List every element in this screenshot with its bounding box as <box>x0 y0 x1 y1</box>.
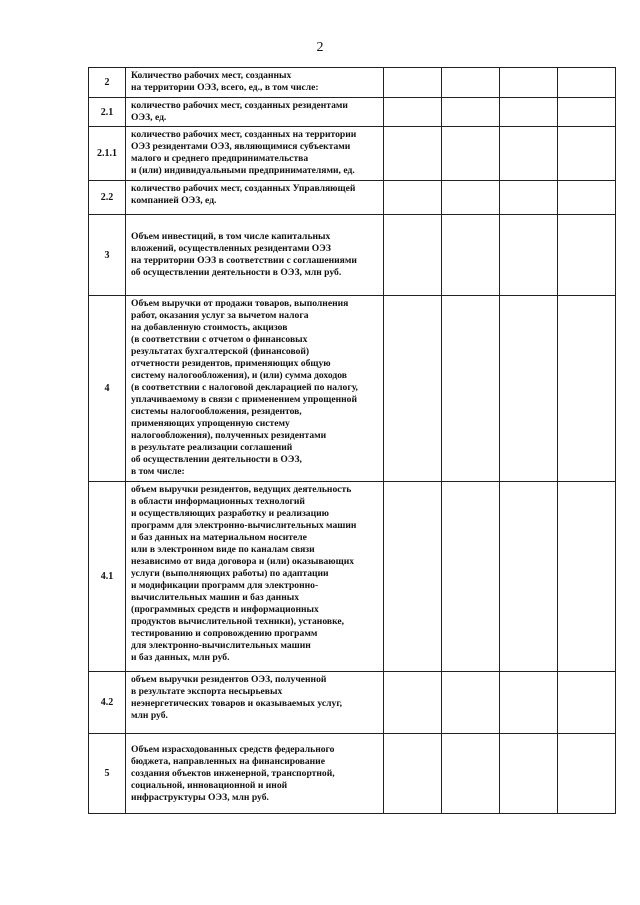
empty-value-cell <box>442 296 500 482</box>
empty-value-cell <box>558 734 616 814</box>
indicator-description: Объем инвестиций, в том числе капитальных вложений, осуществленных резидентами ОЭЗ на территории ОЭЗ в соответствии с соглашениями об осуществлении деятельности в ОЭЗ, млн руб. <box>126 215 384 296</box>
empty-value-cell <box>384 127 442 181</box>
empty-value-cell <box>442 181 500 215</box>
empty-value-cell <box>442 734 500 814</box>
row-number: 3 <box>89 215 126 296</box>
empty-value-cell <box>558 127 616 181</box>
empty-value-cell <box>384 181 442 215</box>
empty-value-cell <box>384 68 442 98</box>
row-number: 2.2 <box>89 181 126 215</box>
indicator-description: количество рабочих мест, созданных резидентами ОЭЗ, ед. <box>126 98 384 127</box>
empty-value-cell <box>500 672 558 734</box>
table-row <box>89 215 616 296</box>
empty-value-cell <box>558 482 616 672</box>
indicator-description: Объем выручки от продажи товаров, выполнения работ, оказания услуг за вычетом налога на добавленную стоимость, акцизов (в соответствии с отчетом о финансовых результатах бухгалтерской (финансовой) отчетности резидентов, применяющих общую систему налогообложения), и (или) сумма доходов (в соответствии с налоговой декларацией по налогу, уплачиваемому в связи с применением упрощенной системы налогообложения, резидентов, применяющих упрощенную систему налогообложения), полученных резидентами в результате реализации соглашений об осуществлении деятельности в ОЭЗ, в том числе: <box>126 296 384 482</box>
indicator-description: Объем израсходованных средств федерального бюджета, направленных на финансирование создания объектов инженерной, транспортной, социальной, инновационной и иной инфраструктуры ОЭЗ, млн руб. <box>126 734 384 814</box>
empty-value-cell <box>500 296 558 482</box>
table-row <box>89 68 616 98</box>
empty-value-cell <box>384 296 442 482</box>
indicator-description: объем выручки резидентов, ведущих деятельность в области информационных технологий и осуществляющих разработку и реализацию программ для электронно-вычислительных машин и баз данных на материальном носителе или в электронном виде по каналам связи независимо от вида договора и (или) оказывающих услуги (выполняющих работы) по адаптации и модификации программ для электронно- вычислительных машин и баз данных (программных средств и информационных продуктов вычислительной техники), установке, тестированию и сопровождению программ для электронно-вычислительных машин и баз данных, млн руб. <box>126 482 384 672</box>
empty-value-cell <box>500 98 558 127</box>
empty-value-cell <box>442 98 500 127</box>
indicator-description: количество рабочих мест, созданных на территории ОЭЗ резидентами ОЭЗ, являющимися субъектами малого и среднего предпринимательства и (или) индивидуальными предпринимателями, ед. <box>126 127 384 181</box>
empty-value-cell <box>384 215 442 296</box>
row-number: 4 <box>89 296 126 482</box>
table-row <box>89 181 616 215</box>
empty-value-cell <box>558 215 616 296</box>
row-number: 2.1 <box>89 98 126 127</box>
empty-value-cell <box>558 98 616 127</box>
table-row <box>89 482 616 672</box>
empty-value-cell <box>558 296 616 482</box>
row-number: 5 <box>89 734 126 814</box>
empty-value-cell <box>442 68 500 98</box>
row-number: 4.1 <box>89 482 126 672</box>
empty-value-cell <box>500 181 558 215</box>
empty-value-cell <box>500 482 558 672</box>
empty-value-cell <box>558 68 616 98</box>
empty-value-cell <box>500 215 558 296</box>
empty-value-cell <box>500 127 558 181</box>
table-row <box>89 734 616 814</box>
empty-value-cell <box>558 181 616 215</box>
empty-value-cell <box>442 672 500 734</box>
empty-value-cell <box>442 482 500 672</box>
row-number: 2.1.1 <box>89 127 126 181</box>
empty-value-cell <box>384 672 442 734</box>
empty-value-cell <box>442 127 500 181</box>
indicators-table <box>88 67 616 814</box>
indicator-description: Количество рабочих мест, созданных на территории ОЭЗ, всего, ед., в том числе: <box>126 68 384 98</box>
empty-value-cell <box>384 98 442 127</box>
table-row <box>89 98 616 127</box>
empty-value-cell <box>442 215 500 296</box>
empty-value-cell <box>558 672 616 734</box>
empty-value-cell <box>384 734 442 814</box>
empty-value-cell <box>500 68 558 98</box>
empty-value-cell <box>384 482 442 672</box>
row-number: 4.2 <box>89 672 126 734</box>
indicator-description: объем выручки резидентов ОЭЗ, полученной в результате экспорта несырьевых неэнергетических товаров и оказываемых услуг, млн руб. <box>126 672 384 734</box>
empty-value-cell <box>500 734 558 814</box>
table-row <box>89 296 616 482</box>
page-number: 2 <box>316 40 324 55</box>
table-row <box>89 672 616 734</box>
table-row <box>89 127 616 181</box>
row-number: 2 <box>89 68 126 98</box>
indicator-description: количество рабочих мест, созданных Управляющей компанией ОЭЗ, ед. <box>126 181 384 215</box>
